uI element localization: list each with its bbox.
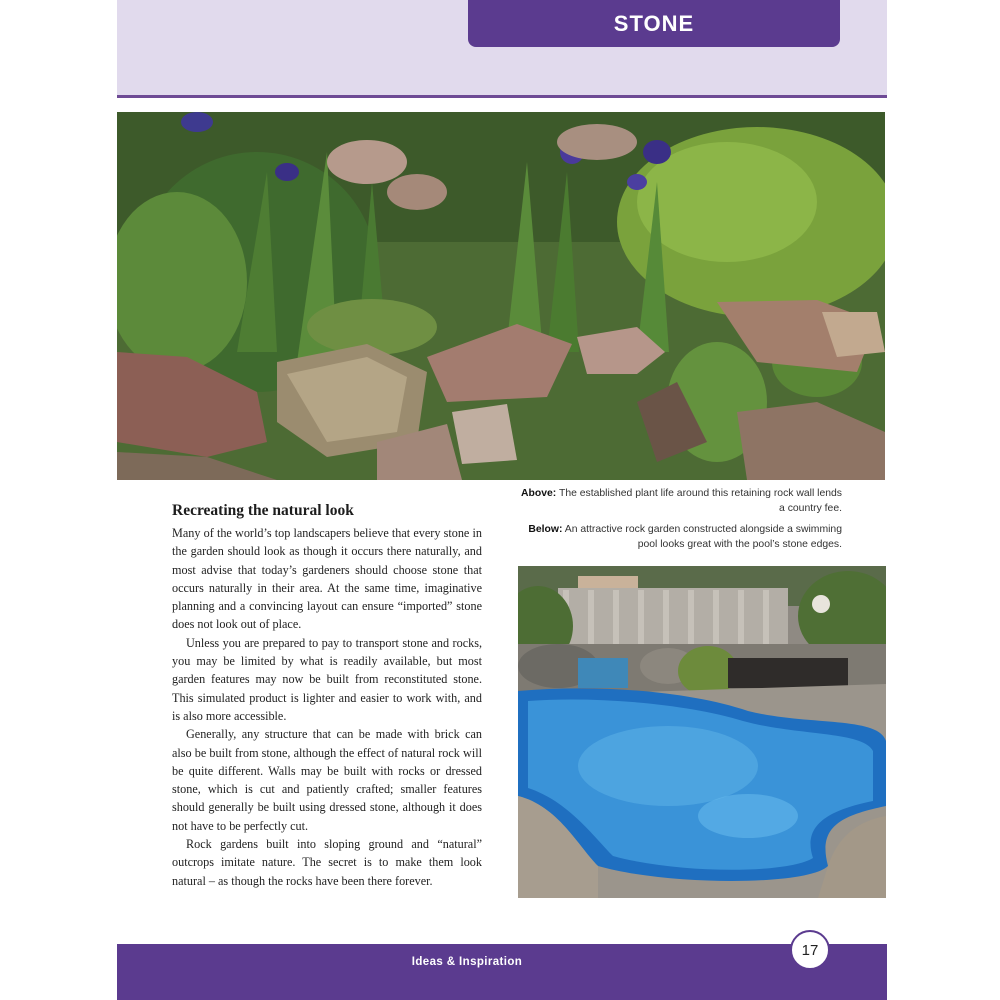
- article-heading: Recreating the natural look: [172, 502, 354, 519]
- footer-book-title: Ideas & Inspiration: [411, 956, 523, 968]
- caption-above: [520, 486, 842, 516]
- article-paragraph: Many of the world’s top landscapers believe that every stone in the garden should look as though it occurs there naturally, and most advise that today’s gardeners should choose stone that occurs naturally in their area. At the same time, imaginative planning and a convincing layout can ensure “imported” stone does not look out of place.: [172, 526, 482, 632]
- rock-garden-photo: [117, 112, 885, 480]
- caption-below-label: Below:: [528, 524, 563, 535]
- footer-band: [117, 941, 887, 1000]
- article-paragraph: Unless you are prepared to pay to transport stone and rocks, you may be limited by what is readily available, but most garden features may now be built from reconstituted stone. This simulated product is lighter and easier to work with, and is also more accessible.: [172, 635, 482, 723]
- caption-below: [520, 522, 842, 552]
- article: [172, 502, 482, 890]
- article-paragraph: Generally, any structure that can be made with brick can also be built from stone, although the effect of natural rock will be quite different. Walls may be built with rocks or dressed stone, which is cut and patiently crafted; smaller features should generally be built using dressed stone, although it does not have to be perfectly cut.: [172, 727, 482, 833]
- section-title-tab: [468, 0, 840, 47]
- section-title: STONE: [613, 10, 695, 36]
- page-number: 17: [801, 941, 819, 959]
- page-number-badge: [790, 930, 830, 970]
- caption-below-text: An attractive rock garden constructed alongside a swimming pool looks great with the pool’s stone edges.: [564, 524, 842, 550]
- photo-captions: [520, 486, 842, 558]
- article-paragraph: Rock gardens built into sloping ground and “natural” outcrops imitate nature. The secret is to make them look natural – as though the rocks have been there forever.: [172, 837, 482, 888]
- header-divider: [117, 95, 887, 98]
- caption-above-label: Above:: [521, 488, 557, 499]
- swimming-pool-photo: [518, 566, 886, 898]
- caption-above-text: The established plant life around this retaining rock wall lends a country fee.: [558, 488, 842, 514]
